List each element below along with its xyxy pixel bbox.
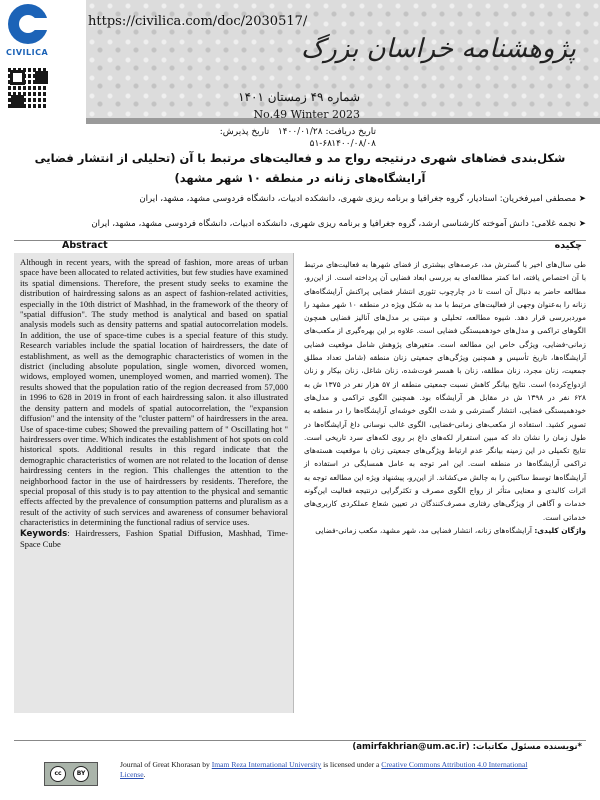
keywords-en-label: Keywords <box>20 528 68 539</box>
page-range: ۵۱-۶۸ <box>309 139 332 149</box>
author-2-text: نجمه غلامی: دانش آموخته کارشناسی ارشد، گروه جغرافیا و برنامه ریزی شهری، دانشکده ادبیات، دانشگاه فردوسی مشهد، مشهد، ایران <box>91 219 577 229</box>
corresponding-author: *نویسنده مسئول مکاتبات: (amirfakhrian@um.ac.ir) <box>352 742 582 752</box>
article-dates <box>176 126 376 150</box>
author-icon: ➤ <box>576 194 586 204</box>
accepted-date: تاریخ پذیرش: ۱۴۰۰/۰۸/۰۸ <box>219 127 376 149</box>
license-mid: is licensed under a <box>321 760 382 769</box>
keywords-en: : Hairdressers, Fashion Spatial Diffusion, Mashhad, Time-Space Cube <box>20 527 288 549</box>
received-date: تاریخ دریافت: ۱۴۰۰/۰۱/۲۸ <box>277 127 376 137</box>
cc-icon: cc <box>50 766 66 782</box>
university-link[interactable]: Imam Reza International University <box>211 760 322 769</box>
license-prefix: Journal of Great Khorasan by <box>120 760 212 769</box>
english-abstract <box>20 257 288 549</box>
license-end: . <box>143 770 146 779</box>
by-icon: BY <box>73 766 89 782</box>
keywords-fa-label: واژگان کلیدی: <box>534 525 586 535</box>
persian-abstract <box>304 258 586 537</box>
article-title: شکل‌بندی فضاهای شهری درنتیجه رواج مد و فعالیت‌های مرتبط با آن (تحلیلی از انتشار فضایی آرایشگاه‌های زنانه در منطقه ۱۰ شهر مشهد) <box>34 151 566 185</box>
qr-code-icon <box>8 68 48 108</box>
author-icon: ➤ <box>576 219 586 229</box>
author-2 <box>14 218 586 231</box>
author-1-text: مصطفی امیرفخریان: استادیار، گروه جغرافیا و برنامه ریزی شهری، دانشکده ادبیات، دانشگاه فردوسی مشهد، مشهد، ایران <box>139 194 577 204</box>
cc-by-license-badge[interactable] <box>44 762 98 786</box>
abstract-en-heading: Abstract <box>62 240 108 251</box>
issue-persian: شماره ۴۹ زمستان ۱۴۰۱ <box>238 90 360 104</box>
civilica-logo[interactable] <box>6 4 50 60</box>
document-url[interactable]: https://civilica.com/doc/2030517/ <box>88 14 308 29</box>
license-text <box>120 760 540 780</box>
persian-abstract-body: طی سال‌های اخیر با گسترش مد، عرصه‌های بیشتری از فضای شهرها به فعالیت‌های مرتبط با آن اختصاص یافته، اما کمتر مطالعه‌ای به بررسی ابعاد فضایی آن پرداخته است. از این‌رو، مطالعه حاضر به دنبال آن است تا در چارچوب تئوری انتشار فضایی پراکنش آرایشگاه‌های زنانه را به‌عنوان وجهی از فعالیت‌های مرتبط با مد به شکل ویژه در منطقه ۱۰ شهر مشهد را موردبررسی قرار دهد. شیوه مطالعه، تحلیلی و مبتنی بر مدل‌های آنالیز فضایی همچون الگوهای تراکمی و مدل‌های خودهمبستگی فضایی است. علاوه بر این بهره‌گیری از مکعب‌های زمانی-فضایی، ویژگی خاص این مطالعه است. متغیرهای پژوهش شامل موقعیت فضایی آرایشگاه‌ها، تاریخ تأسیس و همچنین ویژگی‌های جمعیتی زنان منطقه (شامل تعداد مطلق جمعیت، زنان مجرد، زنان مطلقه، زنان با همسر فوت‌شده، زنان شاغل، زنان بیکار و زنان ازدواج‌کرده) است. نتایج بیانگر کاهش نسبت جمعیتی منطقه از ۵۷ هزار نفر در ۱۳۷۵ ش به ۶۲۸ نفر در ۱۳۹۸ ش در مقابل هر آرایشگاه بود. همچنین الگوی تراکمی و مدل‌های خودهمبستگی فضایی، انتشار گسترشی و شدت الگوی خوشه‌ای آرایشگاه‌ها را در منطقه به تصویر کشید. استفاده از مکعب‌های زمانی-فضایی، الگوی غالب نوسانی داغ آرایشگاه‌ها در طول زمان را نشان داد که مبین استقرار لکه‌های داغ بر روی لکه‌های سرد تاریخی است. نتایج تکمیلی در این زمینه بیانگر عدم ارتباط ویژگی‌های جمعیتی زنان با موقعیت هسته‌های تراکمی آرایشگاه‌ها در منطقه است. این امر توجه به عامل همسایگی در استفاده از آرایشگاه‌ها توسط ساکنین را به چالش می‌کشاند. از این‌رو، پیشنهاد ویژه این مطالعه توجه به اثرات کالبدی و معنایی متأثر از رواج الگوی مصرف و تکثرگرایی درنتیجه فعالیت این‌گونه خدمات و آگاهی از ویژگی‌های رفتاری مصرف‌کنندگان در تعیین شعاع عملکردی کاربری‌های خدماتی است. <box>304 260 587 522</box>
civilica-c-icon <box>8 4 48 44</box>
author-1 <box>14 193 586 206</box>
journal-title: پژوهشنامه خراسان بزرگ <box>300 34 576 64</box>
keywords-fa: آرایشگاه‌های زنانه، انتشار فضایی مد، شهر مشهد، مکعب زمانی-فضایی <box>315 525 535 535</box>
abstract-fa-heading: چکیده <box>554 240 582 251</box>
civilica-logo-text: CIVILICA <box>6 48 49 57</box>
english-abstract-body: Although in recent years, with the spread of fashion, more areas of urban space have been allocated to related activities, but few studies have examined its spatial dimensions. Therefore, the present study seeks to examine the distribution of hairdressing salons as an aspect of fashion-related activities, especially in the 10th district of Mashhad, in the framework of the theory of "spatial diffusion". The study method is analytical and based on spatial analysis models such as density patterns and spatial autocorrelation models. In addition, the use of space-time cubes is a special feature of this study. Research variables include the spatial location of hairdressers, the date of establishment, as well as the demographic characteristics of women in the district (including absolute population, single women, divorced women, widows, employed women, unemployed women, and married women). The results showed that the population ratio of the region decreased from 57,000 in 1996 to 628 in 2019 in front of each hairdressing salon. it also illustrated the density pattern and models of spatial autocorrelation, the "expansion diffusion" and the intensity of the "cluster pattern" of hairdressers in the area. Use of space-time cubes; Showed the prevailing pattern of " Oscillating hot " hairdressers over time. Which indicates the establishment of hot spots on cold historical spots. Additional results in this regard indicate that the demographic characteristics of women are not related to the location of dense hairdressing centers in the region. This challenges the attention to the neighborhood factor in the use of hairdressers by residents. Therefore, the special proposal of this study is to pay attention to the physical and semantic effects affected by the prevalence of consumption patterns and pluralism as a result of the activity of such services and awareness of consumer behavioral characteristics in determining the functional radius of service uses. <box>20 257 288 528</box>
cc-license-link[interactable]: Creative Commons Attribution 4.0 International License <box>120 760 528 779</box>
footer-divider <box>14 740 586 741</box>
issue-english: No.49 Winter 2023 <box>253 108 360 121</box>
